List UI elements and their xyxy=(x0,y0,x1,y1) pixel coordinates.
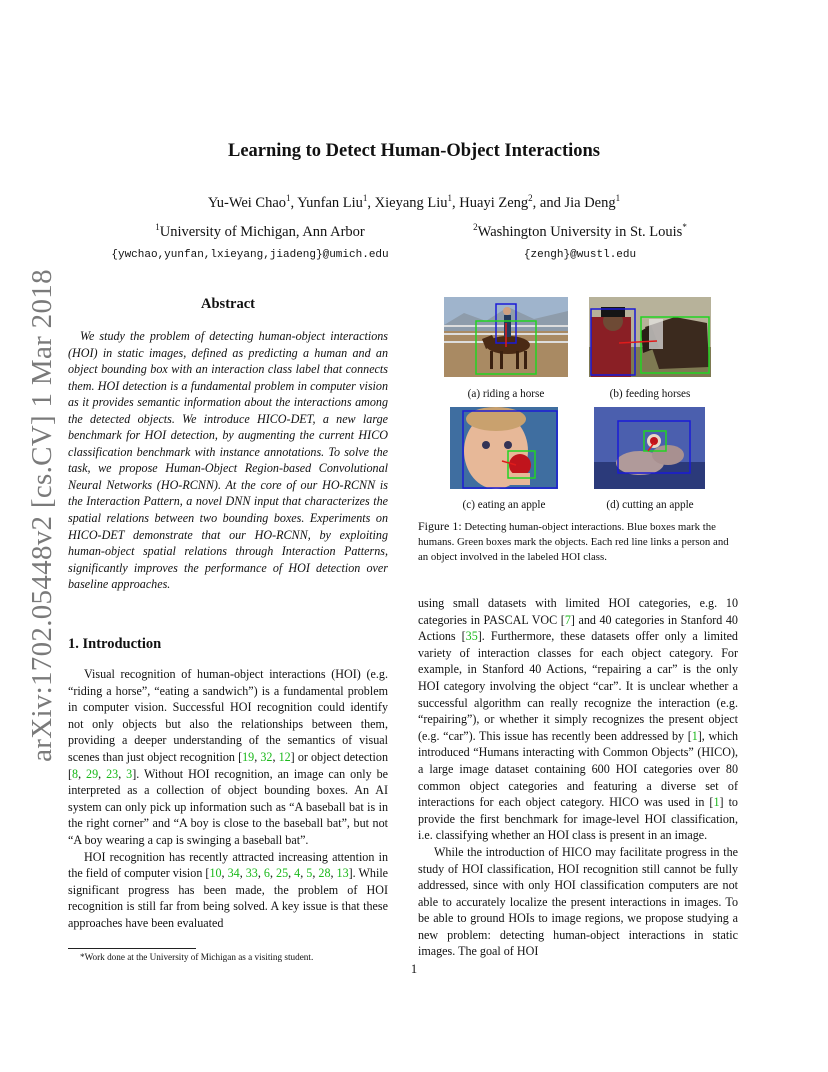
figure-image-eating-apple xyxy=(450,407,558,489)
figure-image-riding-horse xyxy=(444,297,568,377)
citation-link[interactable]: 25 xyxy=(276,866,289,881)
intro-text xyxy=(68,666,388,932)
citation-link[interactable]: 34 xyxy=(227,866,240,881)
page-number: 1 xyxy=(410,962,418,976)
citation-link[interactable]: 10 xyxy=(209,866,222,881)
author-affiliation-mark: 1 xyxy=(286,193,291,204)
citation-link[interactable]: 1 xyxy=(713,795,720,810)
author-name: Jia Deng xyxy=(564,195,616,211)
author-affiliation-mark: 1 xyxy=(615,193,621,204)
affiliation-michigan: $^1$University of Michigan, Ann Arbor xyxy=(155,222,365,240)
citation-link[interactable]: 1 xyxy=(691,728,698,743)
abstract-heading: Abstract xyxy=(201,296,255,312)
intro-paragraph-2: HOI recognition has recently attracted increasing attention in the field of computer vision [10, 34, 33, 6, 25, 4, 5, 28, 13]. While significant progress has been made, the problem of HOI recognition is still far from being solved. A key issue is that these approaches have been evaluated xyxy=(68,849,389,930)
citation-link[interactable]: 19 xyxy=(242,749,255,764)
citation-link[interactable]: 5 xyxy=(306,866,313,881)
right-paragraph-1: using small datasets with limited HOI categories, e.g. 10 categories in PASCAL VOC [7] and 40 categories in Stanford 40 Actions [35]. Furthermore, these datasets offer only a limited variety of interaction classes for each object category. For example, in Stanford 40 Actions, “repairing a car” is the only HOI category involving the object “car”. It is unclear whether a successful algorithm can really recognize the interaction (e.g. “repairing”), or whether it simply recognizes the present object (e.g. “car”). This issue has recently been addressed by [1], which introduced “Humans interacting with Common Objects” (HICO), a large image dataset containing 600 HOI categories over 80 common object categories and featuring a diverse set of interactions for each object category. HICO was used in [1] to provide the first benchmark for image-level HOI classification, i.e. classifying whether an HOI class is present in an image. xyxy=(418,596,738,843)
footnote-rule xyxy=(68,948,196,949)
footnote: *Work done at the University of Michigan as a visiting student. xyxy=(80,952,314,962)
subcaption-c: (c) eating an apple xyxy=(462,499,546,511)
arxiv-stamp: arXiv:1702.05448v2 [cs.CV] 1 Mar 2018 xyxy=(25,268,58,762)
intro-paragraph-1: Visual recognition of human-object interactions (HOI) (e.g. “riding a horse”, “eating a sandwich”) is a fundamental problem in computer vision. Successful HOI recognition could identify not only objects but also the relationships between them, providing a deeper understanding of the semantics of visual scenes than just object recognition [19, 32, 12] or object detection [8, 29, 23, 3]. Without HOI recognition, an image can only be interpreted as a collection of object bounding boxes. An AI system can only pick up information such as “A baseball bat is in the right corner” and “A boy is close to the baseball bat”, but not “A boy wearing a cap is swinging a baseball bat”. xyxy=(68,667,388,847)
figure-caption xyxy=(418,519,738,564)
email-michigan[interactable]: {ywchao,yunfan,lxieyang,jiadeng}@umich.edu xyxy=(111,249,389,261)
author-name: Xieyang Liu xyxy=(374,195,448,211)
figure-caption-text: Detecting human-object interactions. Blue boxes mark the humans. Green boxes mark the objects. Each red line links a person and an object involved in the labeled HOI class. xyxy=(418,521,729,563)
citation-link[interactable]: 12 xyxy=(278,749,291,764)
citation-link[interactable]: 28 xyxy=(318,866,331,881)
citation-link[interactable]: 23 xyxy=(106,766,119,781)
affiliation-washu: $^2$Washington University in St. Louis* xyxy=(473,222,687,240)
author-name: Huayi Zeng xyxy=(459,195,529,211)
email-washu[interactable]: {zengh}@wustl.edu xyxy=(523,249,637,261)
citation-link[interactable]: 33 xyxy=(245,866,258,881)
figure-image-feeding-horses xyxy=(589,297,711,377)
citation-link[interactable]: 7 xyxy=(564,612,571,627)
citation-link[interactable]: 4 xyxy=(294,866,301,881)
citation-link[interactable]: 32 xyxy=(260,749,273,764)
right-column-text xyxy=(418,595,738,960)
author-name: Yu-Wei Chao xyxy=(207,195,287,211)
citation-link[interactable]: 3 xyxy=(126,766,133,781)
author-affiliation-mark: 1 xyxy=(447,193,453,204)
figure-image-cutting-apple xyxy=(594,407,705,489)
subcaption-d: (d) cutting an apple xyxy=(606,499,694,511)
author-name: Yunfan Liu xyxy=(297,195,363,211)
citation-link[interactable]: 35 xyxy=(465,629,478,644)
author-list: Yu-Wei Chao$^1$, Yunfan Liu$^1$, Xieyang Liu$^1$, Huayi Zeng$^2$, and Jia Deng$^1$ xyxy=(207,193,621,211)
citation-link[interactable]: 29 xyxy=(86,766,99,781)
citation-link[interactable]: 8 xyxy=(72,766,79,781)
figure-label: Figure 1: xyxy=(418,519,462,533)
right-paragraph-2: While the introduction of HICO may facilitate progress in the study of HOI classification, HOI recognition still cannot be fully addressed, since with only HOI classification computers are not able to accurately localize the present interactions in images. To be able to ground HOIs to image regions, we propose studying a new problem: detecting human-object interactions in static images. The goal of HOI xyxy=(418,844,738,959)
subcaption-b: (b) feeding horses xyxy=(609,388,691,400)
abstract-text: We study the problem of detecting human-object interactions (HOI) in static images, defined as predicting a human and an object bounding box with an interaction class label that connects them. HOI detection is a fundamental problem in computer vision as it provides semantic information about the interactions among the detected objects. We introduce HICO-DET, a new large benchmark for HOI detection, by augmenting the current HICO classification benchmark with instance annotations. To solve the task, we propose Human-Object Region-based Convolutional Neural Networks (HO-RCNN). At the core of our HO-RCNN is the Interaction Pattern, a novel DNN input that characterizes the spatial relations between two bounding boxes. Experiments on HICO-DET demonstrate that our HO-RCNN, by exploiting human-object spatial relations through Interaction Patterns, significantly improves the performance of HOI detection over baseline approaches. xyxy=(68,329,388,592)
subcaption-a: (a) riding a horse xyxy=(467,388,545,400)
section-heading-introduction: 1. Introduction xyxy=(68,636,162,652)
author-affiliation-mark: 1 xyxy=(362,193,368,204)
paper-title: Learning to Detect Human-Object Interactions xyxy=(228,141,600,161)
citation-link[interactable]: 13 xyxy=(336,866,349,881)
citation-link[interactable]: 6 xyxy=(263,866,270,881)
author-affiliation-mark: 2 xyxy=(528,193,533,204)
